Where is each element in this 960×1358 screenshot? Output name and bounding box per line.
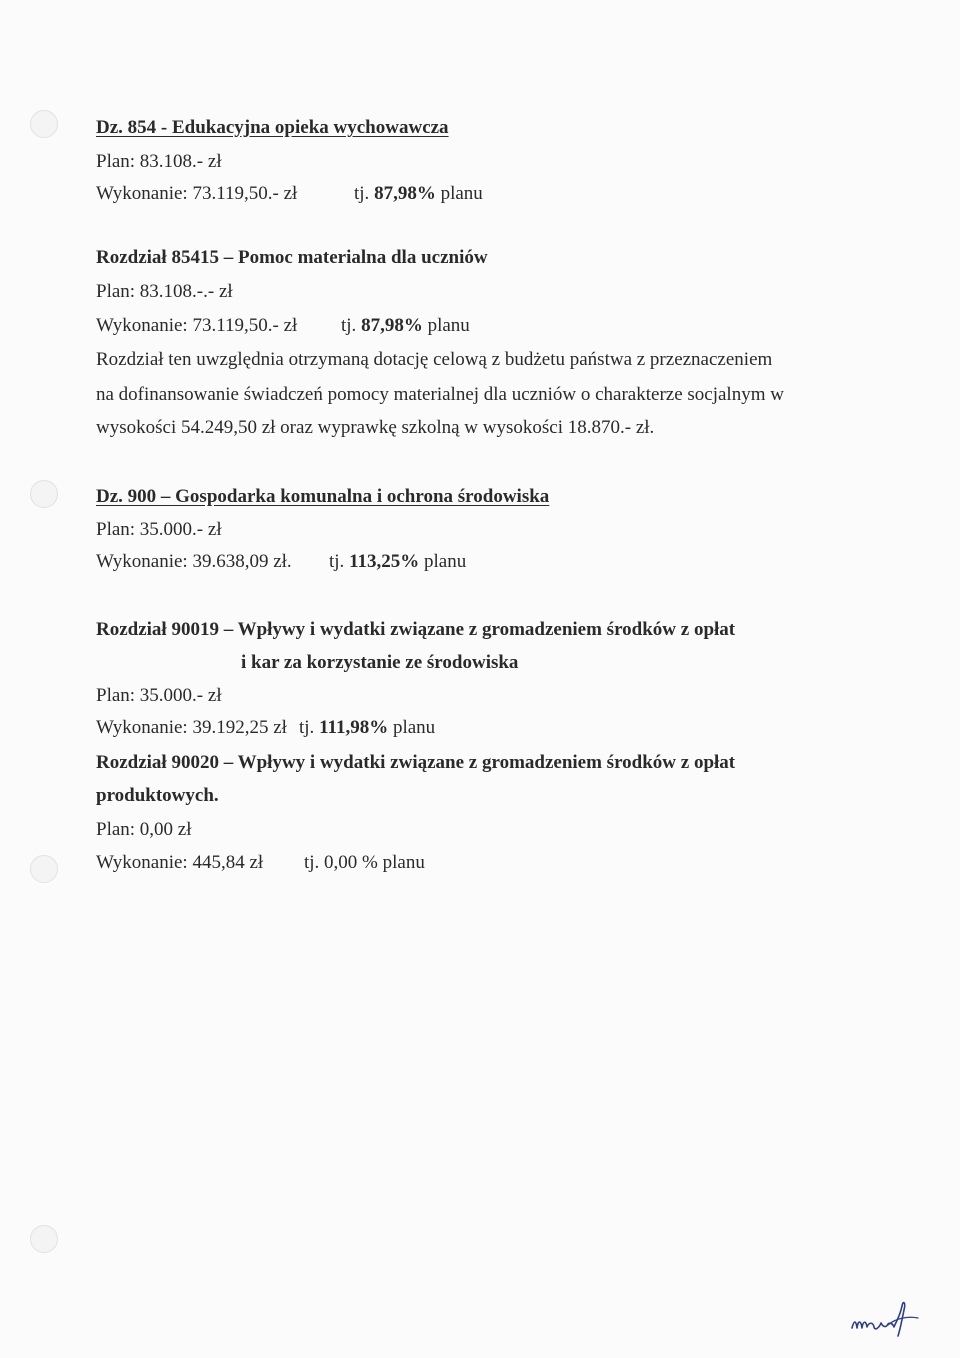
plan-value: Plan: 35.000.- zł xyxy=(96,685,222,706)
percent-of-plan: tj. 113,25% planu xyxy=(329,551,467,572)
section-heading: Dz. 854 - Edukacyjna opieka wychowawcza xyxy=(96,117,449,138)
punch-hole xyxy=(30,1225,58,1253)
plan-value: Plan: 35.000.- zł xyxy=(96,519,222,540)
punch-hole xyxy=(30,855,58,883)
execution-value: Wykonanie: 73.119,50.- zł xyxy=(96,183,298,204)
execution-value: Wykonanie: 445,84 zł xyxy=(96,852,264,873)
chapter-heading: Rozdział 90019 – Wpływy i wydatki związane z gromadzeniem środków z opłat xyxy=(96,619,736,640)
percent-of-plan: tj. 0,00 % planu xyxy=(304,852,425,873)
execution-value: Wykonanie: 73.119,50.- zł xyxy=(96,315,298,336)
chapter-heading: Rozdział 85415 – Pomoc materialna dla uczniów xyxy=(96,247,488,268)
plan-value: Plan: 0,00 zł xyxy=(96,819,192,840)
chapter-heading: Rozdział 90020 – Wpływy i wydatki związane z gromadzeniem środków z opłat xyxy=(96,752,736,773)
percent-of-plan: tj. 87,98% planu xyxy=(354,183,483,204)
execution-value: Wykonanie: 39.192,25 zł xyxy=(96,717,287,738)
plan-value: Plan: 83.108.- zł xyxy=(96,151,222,172)
signature-icon xyxy=(848,1298,930,1338)
chapter-heading-continued: produktowych. xyxy=(96,785,219,806)
section-heading: Dz. 900 – Gospodarka komunalna i ochrona środowiska xyxy=(96,486,550,507)
punch-hole xyxy=(30,480,58,508)
plan-value: Plan: 83.108.-.- zł xyxy=(96,281,233,302)
description-line: na dofinansowanie świadczeń pomocy materialnej dla uczniów o charakterze socjalnym w xyxy=(96,384,784,405)
description-line: wysokości 54.249,50 zł oraz wyprawkę szkolną w wysokości 18.870.- zł. xyxy=(96,417,655,438)
execution-value: Wykonanie: 39.638,09 zł. xyxy=(96,551,292,572)
percent-of-plan: tj. 111,98% planu xyxy=(299,717,436,738)
chapter-heading-continued: i kar za korzystanie ze środowiska xyxy=(241,652,519,673)
punch-hole xyxy=(30,110,58,138)
percent-of-plan: tj. 87,98% planu xyxy=(341,315,470,336)
description-line: Rozdział ten uwzględnia otrzymaną dotację celową z budżetu państwa z przeznaczeniem xyxy=(96,349,773,370)
